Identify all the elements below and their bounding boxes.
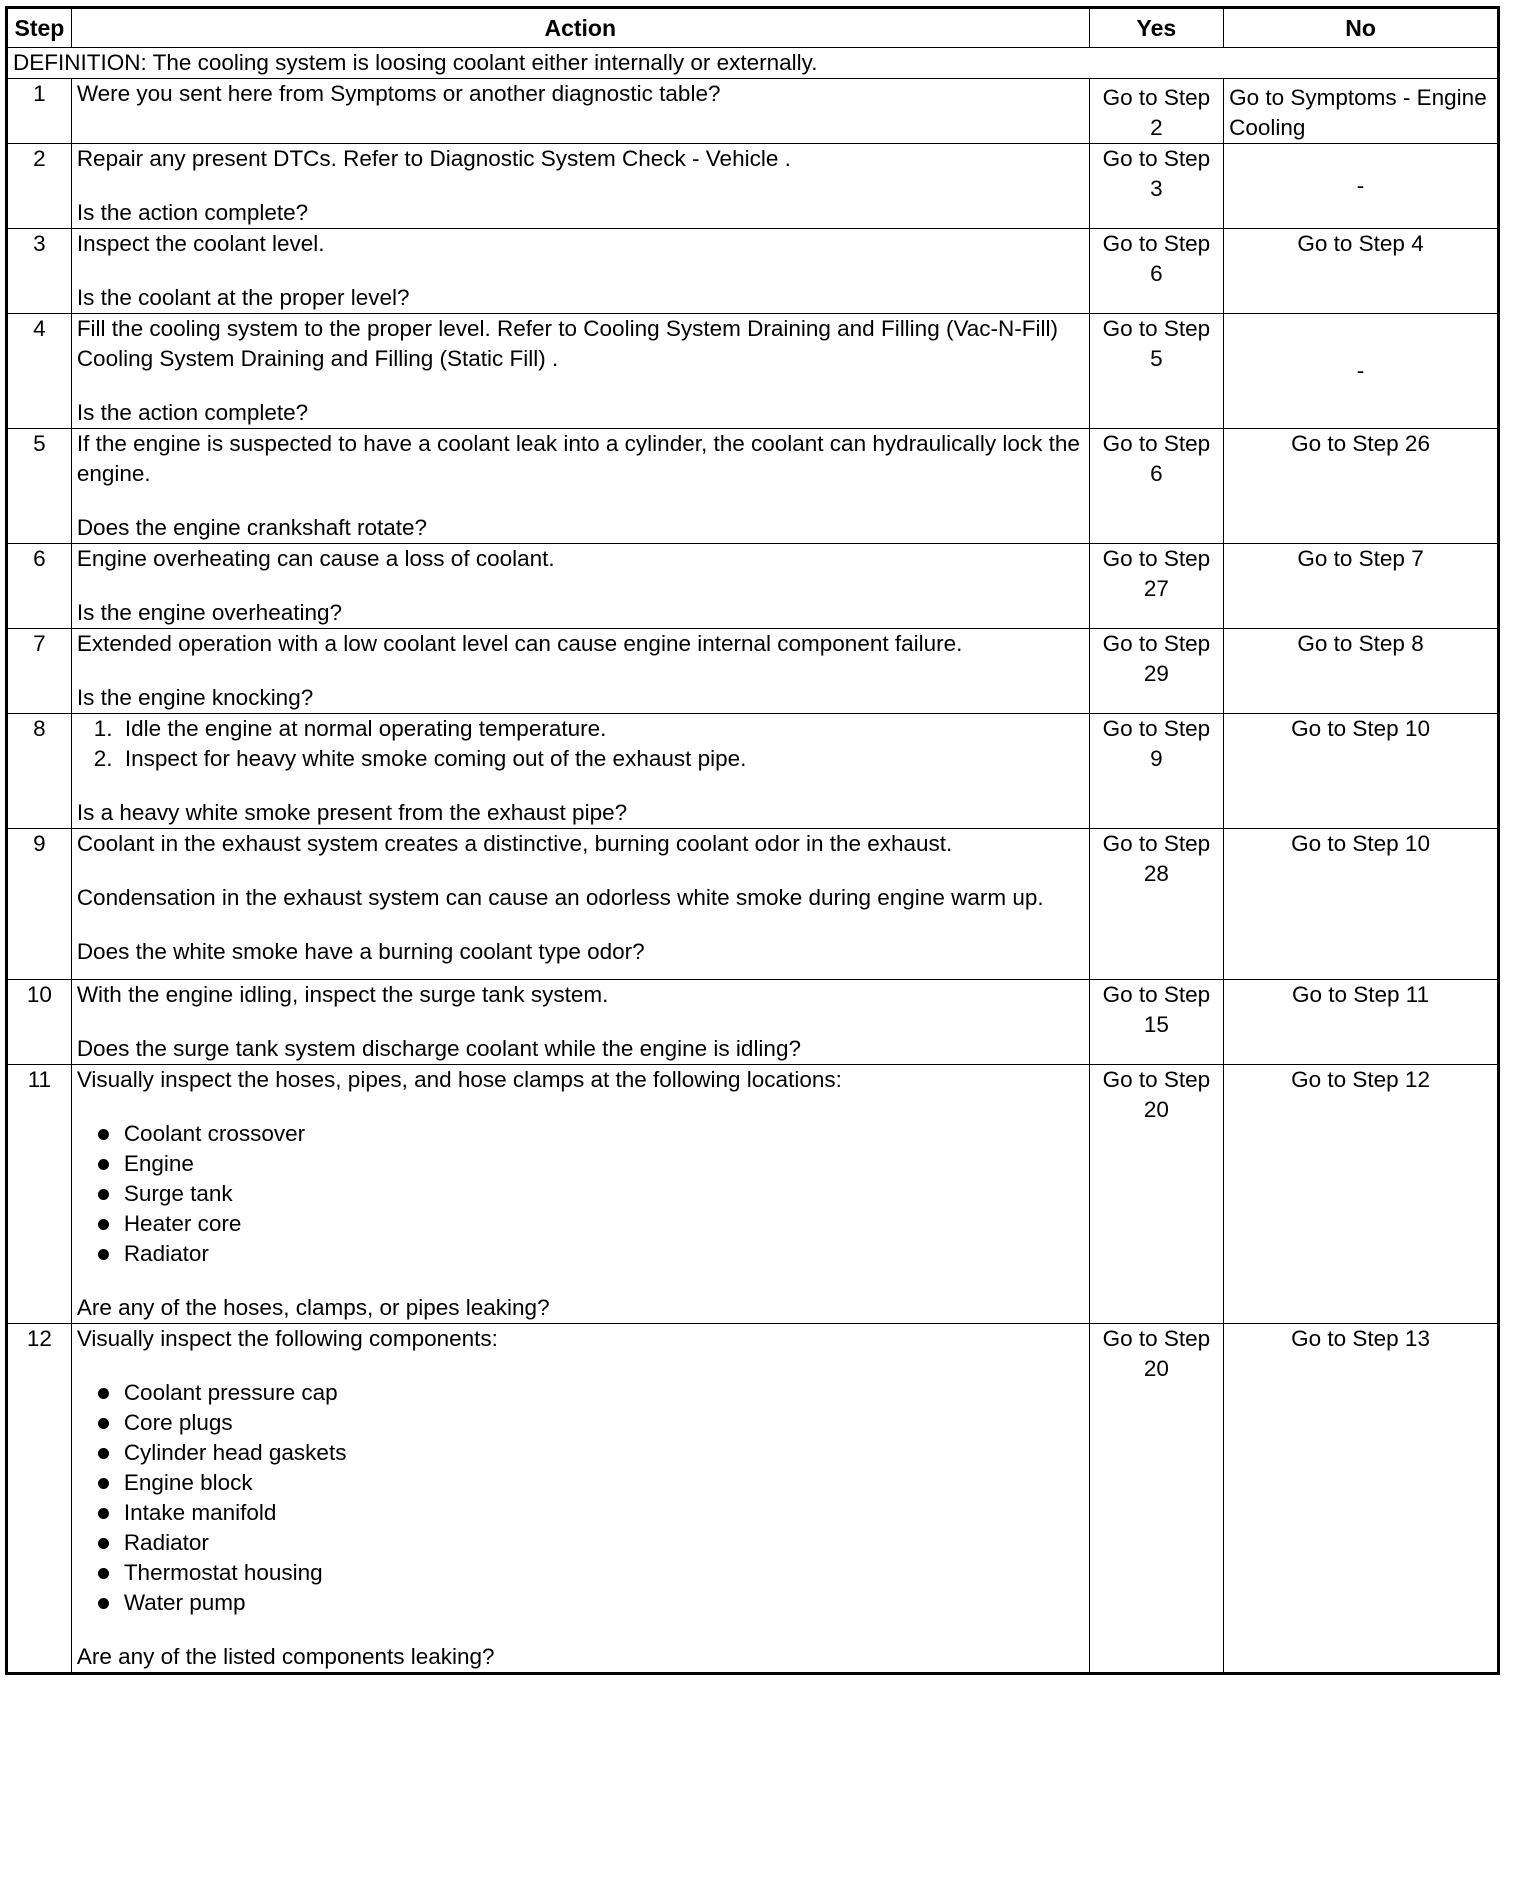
yes-cell: Go to Step 20 xyxy=(1089,1065,1223,1324)
action-cell xyxy=(71,1324,1089,1674)
table-row xyxy=(7,229,1499,314)
action-question: Is a heavy white smoke present from the exhaust pipe? xyxy=(76,800,628,825)
list-item: Intake manifold xyxy=(120,1498,1084,1528)
step-number: 3 xyxy=(7,229,72,314)
bullet-list xyxy=(77,1378,1084,1618)
step-number: 7 xyxy=(7,629,72,714)
table-row xyxy=(7,429,1499,544)
bullet-list xyxy=(77,1119,1084,1269)
list-item: Thermostat housing xyxy=(120,1558,1084,1588)
no-cell: - xyxy=(1224,144,1499,229)
table-row xyxy=(7,144,1499,229)
header-yes: Yes xyxy=(1089,8,1223,48)
step-number: 8 xyxy=(7,714,72,829)
yes-cell: Go to Step 15 xyxy=(1089,980,1223,1065)
list-item: Coolant pressure cap xyxy=(120,1378,1084,1408)
table-row xyxy=(7,1324,1499,1674)
list-item: Heater core xyxy=(120,1209,1084,1239)
action-text: Visually inspect the hoses, pipes, and hose clamps at the following locations: xyxy=(76,1067,842,1092)
action-cell xyxy=(71,314,1089,429)
action-text: Visually inspect the following components: xyxy=(76,1326,498,1351)
action-cell xyxy=(71,980,1089,1065)
no-cell: Go to Step 13 xyxy=(1224,1324,1499,1674)
action-question: Is the action complete? xyxy=(76,400,309,425)
step-number: 12 xyxy=(7,1324,72,1674)
action-cell xyxy=(71,144,1089,229)
yes-cell: Go to Step 2 xyxy=(1089,79,1223,144)
action-text: Were you sent here from Symptoms or another diagnostic table? xyxy=(76,81,721,106)
diagnostic-table-page xyxy=(5,6,1500,1675)
table-row xyxy=(7,629,1499,714)
action-text: Repair any present DTCs. Refer to Diagnostic System Check - Vehicle . xyxy=(76,146,791,171)
no-cell: Go to Symptoms - Engine Cooling xyxy=(1224,79,1499,144)
step-number: 5 xyxy=(7,429,72,544)
no-cell: Go to Step 11 xyxy=(1224,980,1499,1065)
action-text: With the engine idling, inspect the surge tank system. xyxy=(76,982,609,1007)
table-row xyxy=(7,1065,1499,1324)
table-row xyxy=(7,544,1499,629)
action-cell xyxy=(71,429,1089,544)
action-question: Does the white smoke have a burning coolant type odor? xyxy=(76,939,645,964)
action-question: Does the surge tank system discharge coolant while the engine is idling? xyxy=(76,1036,801,1061)
step-number: 6 xyxy=(7,544,72,629)
action-question: Are any of the listed components leaking? xyxy=(76,1644,495,1669)
table-row xyxy=(7,980,1499,1065)
action-text: If the engine is suspected to have a coolant leak into a cylinder, the coolant can hydraulically lock the engine. xyxy=(76,431,1080,486)
action-text: Engine overheating can cause a loss of coolant. xyxy=(76,546,555,571)
list-item: Radiator xyxy=(120,1528,1084,1558)
action-cell xyxy=(71,79,1089,144)
no-cell: Go to Step 26 xyxy=(1224,429,1499,544)
action-question: Is the engine overheating? xyxy=(76,600,343,625)
action-text: Inspect the coolant level. xyxy=(76,231,325,256)
yes-cell: Go to Step 6 xyxy=(1089,429,1223,544)
yes-cell: Go to Step 5 xyxy=(1089,314,1223,429)
step-number: 11 xyxy=(7,1065,72,1324)
yes-cell: Go to Step 29 xyxy=(1089,629,1223,714)
yes-cell: Go to Step 28 xyxy=(1089,829,1223,980)
header-no: No xyxy=(1224,8,1499,48)
no-cell: Go to Step 4 xyxy=(1224,229,1499,314)
action-cell xyxy=(71,629,1089,714)
list-item: Engine xyxy=(120,1149,1084,1179)
action-cell xyxy=(71,544,1089,629)
list-item: Water pump xyxy=(120,1588,1084,1618)
no-cell: Go to Step 7 xyxy=(1224,544,1499,629)
table-row xyxy=(7,314,1499,429)
no-cell: - xyxy=(1224,314,1499,429)
list-item: Coolant crossover xyxy=(120,1119,1084,1149)
action-text: Extended operation with a low coolant level can cause engine internal component failure. xyxy=(76,631,963,656)
action-cell xyxy=(71,229,1089,314)
action-question: Does the engine crankshaft rotate? xyxy=(76,515,428,540)
numbered-list xyxy=(77,714,1084,774)
yes-cell: Go to Step 9 xyxy=(1089,714,1223,829)
diagnostic-table xyxy=(5,6,1500,1675)
step-number: 9 xyxy=(7,829,72,980)
yes-cell: Go to Step 20 xyxy=(1089,1324,1223,1674)
step-number: 4 xyxy=(7,314,72,429)
no-cell: Go to Step 8 xyxy=(1224,629,1499,714)
step-number: 2 xyxy=(7,144,72,229)
action-question: Is the action complete? xyxy=(76,200,309,225)
action-cell xyxy=(71,829,1089,980)
step-number: 1 xyxy=(7,79,72,144)
list-item: Cylinder head gaskets xyxy=(120,1438,1084,1468)
table-row xyxy=(7,829,1499,980)
header-step: Step xyxy=(7,8,72,48)
action-cell xyxy=(71,714,1089,829)
table-row xyxy=(7,714,1499,829)
action-cell xyxy=(71,1065,1089,1324)
no-cell: Go to Step 12 xyxy=(1224,1065,1499,1324)
list-item: Radiator xyxy=(120,1239,1084,1269)
yes-cell: Go to Step 6 xyxy=(1089,229,1223,314)
list-item: 1. Idle the engine at normal operating temperature. xyxy=(119,714,1084,744)
action-text: Condensation in the exhaust system can cause an odorless white smoke during engine warm up. xyxy=(76,885,1044,910)
yes-cell: Go to Step 3 xyxy=(1089,144,1223,229)
action-question: Is the coolant at the proper level? xyxy=(76,285,410,310)
list-item: Engine block xyxy=(120,1468,1084,1498)
definition-text: DEFINITION: The cooling system is loosing coolant either internally or externally. xyxy=(7,48,1499,79)
list-item: Core plugs xyxy=(120,1408,1084,1438)
header-row xyxy=(7,8,1499,48)
definition-row xyxy=(7,48,1499,79)
step-number: 10 xyxy=(7,980,72,1065)
action-question: Are any of the hoses, clamps, or pipes leaking? xyxy=(76,1295,550,1320)
table-row xyxy=(7,79,1499,144)
action-text: Fill the cooling system to the proper level. Refer to Cooling System Draining and Filling (Vac-N-Fill) Cooling System Draining and Filling (Static Fill) . xyxy=(76,316,1059,371)
list-item: 2. Inspect for heavy white smoke coming out of the exhaust pipe. xyxy=(119,744,1084,774)
list-item: Surge tank xyxy=(120,1179,1084,1209)
no-cell: Go to Step 10 xyxy=(1224,829,1499,980)
header-action: Action xyxy=(71,8,1089,48)
yes-cell: Go to Step 27 xyxy=(1089,544,1223,629)
action-question: Is the engine knocking? xyxy=(76,685,314,710)
no-cell: Go to Step 10 xyxy=(1224,714,1499,829)
action-text: Coolant in the exhaust system creates a distinctive, burning coolant odor in the exhaust. xyxy=(76,831,953,856)
